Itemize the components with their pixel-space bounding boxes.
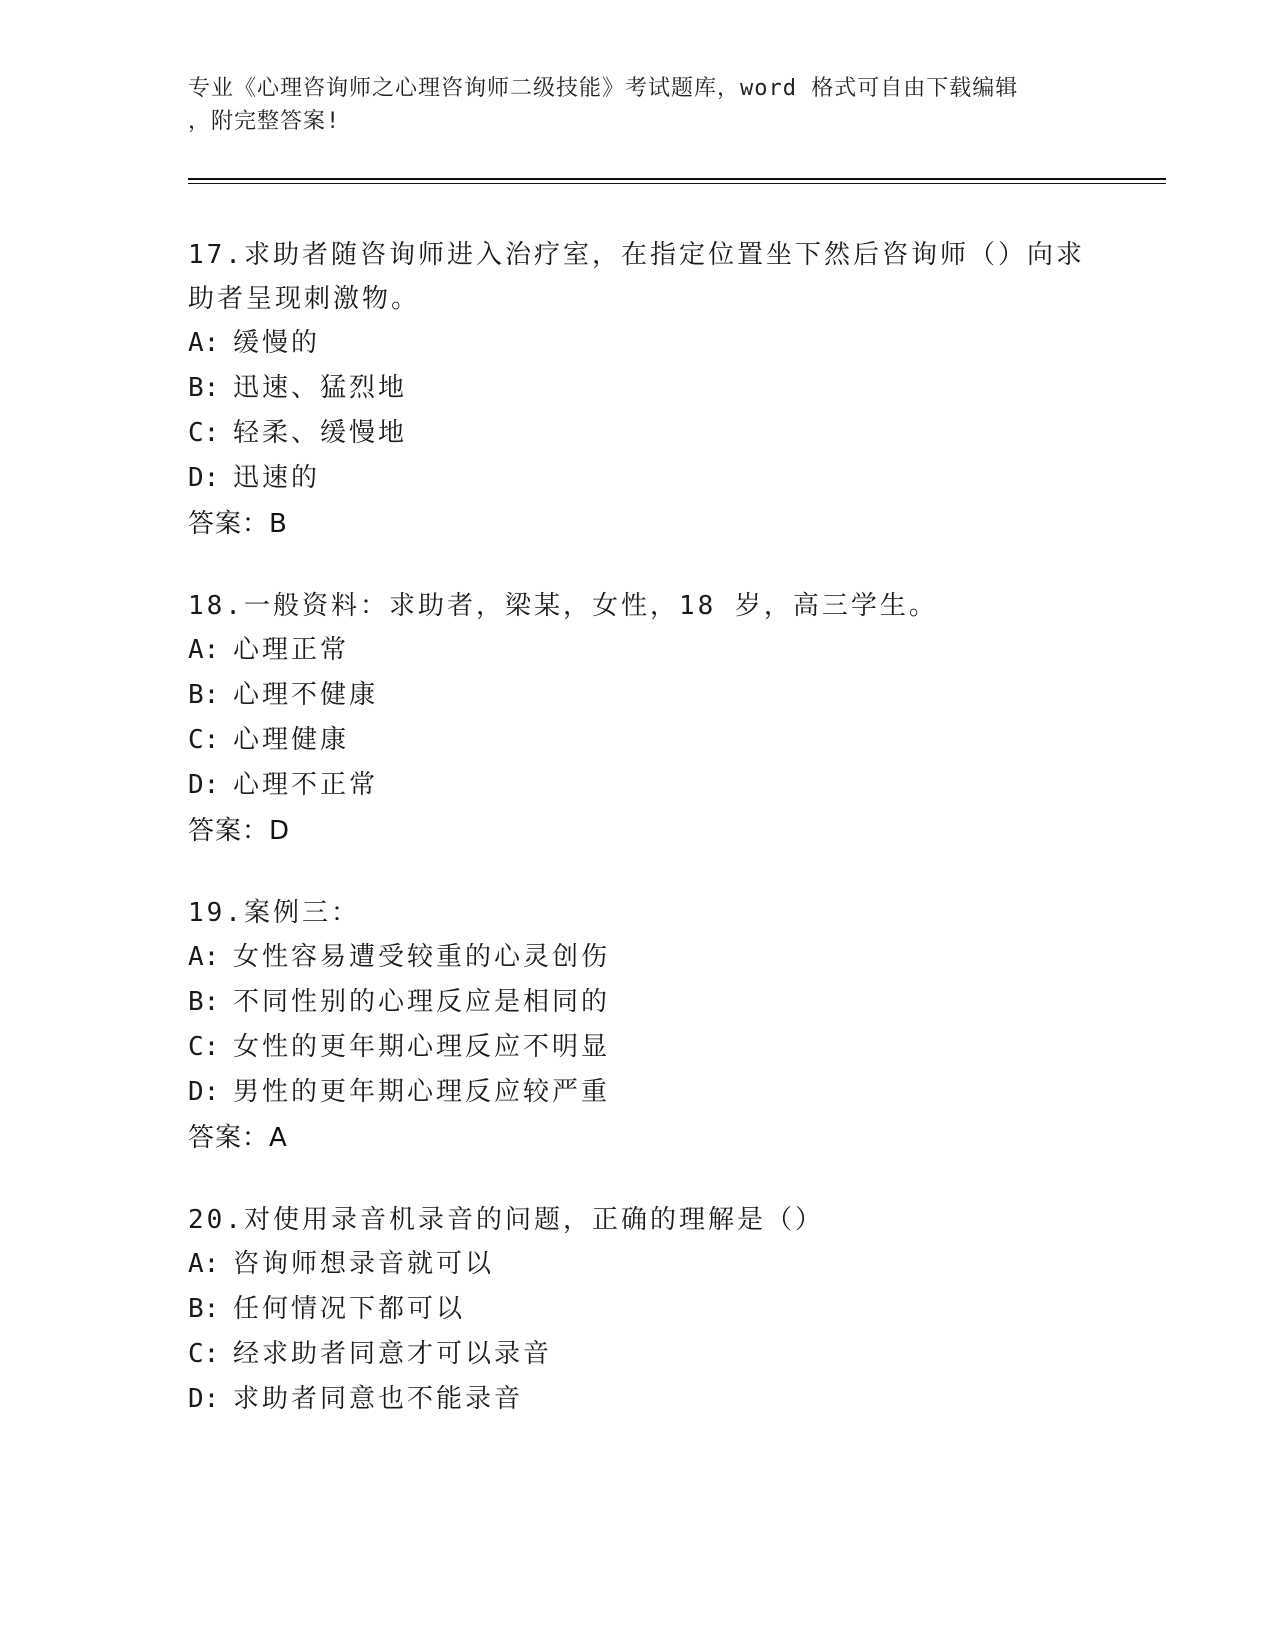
option-letter: C: <box>188 418 220 448</box>
option-d <box>188 456 1148 501</box>
option-text: 女性的更年期心理反应不明显 <box>233 1032 611 1062</box>
answer-value: D <box>269 816 291 846</box>
option-b <box>188 1287 1148 1332</box>
option-letter: B: <box>188 987 220 1017</box>
option-text: 任何情况下都可以 <box>233 1294 466 1324</box>
option-letter: A: <box>188 328 220 358</box>
option-letter: A: <box>188 942 220 972</box>
question-20 <box>188 1198 1148 1422</box>
answer-value: A <box>269 1123 288 1153</box>
option-text: 咨询师想录音就可以 <box>233 1249 495 1279</box>
option-letter: D: <box>188 1384 220 1414</box>
option-letter: B: <box>188 680 220 710</box>
option-text: 迅速、猛烈地 <box>233 373 408 403</box>
answer-value: B <box>269 509 288 539</box>
answer-label: 答案： <box>188 509 270 539</box>
option-b <box>188 673 1148 718</box>
option-text: 迅速的 <box>233 463 321 493</box>
option-letter: C: <box>188 1339 220 1369</box>
option-letter: A: <box>188 1249 220 1279</box>
question-stem: 20.对使用录音机录音的问题，正确的理解是（） <box>188 1205 824 1235</box>
question-17 <box>188 233 1148 547</box>
option-b <box>188 366 1148 411</box>
answer-line <box>188 808 1148 854</box>
option-text: 心理正常 <box>233 635 350 665</box>
option-letter: A: <box>188 635 220 665</box>
header-line-1: 专业《心理咨询师之心理咨询师二级技能》考试题库，word 格式可自由下载编辑 <box>188 76 1019 101</box>
option-c <box>188 718 1148 763</box>
option-text: 女性容易遭受较重的心灵创伤 <box>233 942 611 972</box>
option-letter: D: <box>188 1077 220 1107</box>
answer-label: 答案： <box>188 1123 270 1153</box>
document-header <box>188 72 1088 138</box>
answer-label: 答案： <box>188 816 270 846</box>
question-stem: 19.案例三： <box>188 898 360 928</box>
option-b <box>188 980 1148 1025</box>
option-text: 经求助者同意才可以录音 <box>233 1339 553 1369</box>
question-stem: 18.一般资料：求助者，梁某，女性，18 岁，高三学生。 <box>188 591 938 621</box>
question-list <box>188 233 1148 1459</box>
option-a <box>188 628 1148 673</box>
option-text: 心理健康 <box>233 725 350 755</box>
option-text: 心理不健康 <box>233 680 379 710</box>
option-letter: B: <box>188 1294 220 1324</box>
option-a <box>188 935 1148 980</box>
option-text: 心理不正常 <box>233 770 379 800</box>
option-c <box>188 411 1148 456</box>
option-text: 缓慢的 <box>233 328 321 358</box>
option-a <box>188 1242 1148 1287</box>
answer-line <box>188 1115 1148 1161</box>
option-text: 求助者同意也不能录音 <box>233 1384 524 1414</box>
option-letter: D: <box>188 463 220 493</box>
option-c <box>188 1332 1148 1377</box>
option-letter: C: <box>188 1032 220 1062</box>
option-d <box>188 763 1148 808</box>
answer-line <box>188 501 1148 547</box>
header-divider-thick <box>188 178 1166 180</box>
option-letter: D: <box>188 770 220 800</box>
option-text: 不同性别的心理反应是相同的 <box>233 987 611 1017</box>
option-d <box>188 1070 1148 1115</box>
header-divider-thin <box>188 183 1166 184</box>
option-letter: B: <box>188 373 220 403</box>
option-letter: C: <box>188 725 220 755</box>
option-text: 男性的更年期心理反应较严重 <box>233 1077 611 1107</box>
header-line-2: ，附完整答案! <box>188 109 341 134</box>
option-a <box>188 321 1148 366</box>
option-text: 轻柔、缓慢地 <box>233 418 408 448</box>
option-d <box>188 1377 1148 1422</box>
question-18 <box>188 584 1148 854</box>
option-c <box>188 1025 1148 1070</box>
question-stem: 17.求助者随咨询师进入治疗室，在指定位置坐下然后咨询师（）向求助者呈现刺激物。 <box>188 240 1085 314</box>
question-19 <box>188 891 1148 1161</box>
